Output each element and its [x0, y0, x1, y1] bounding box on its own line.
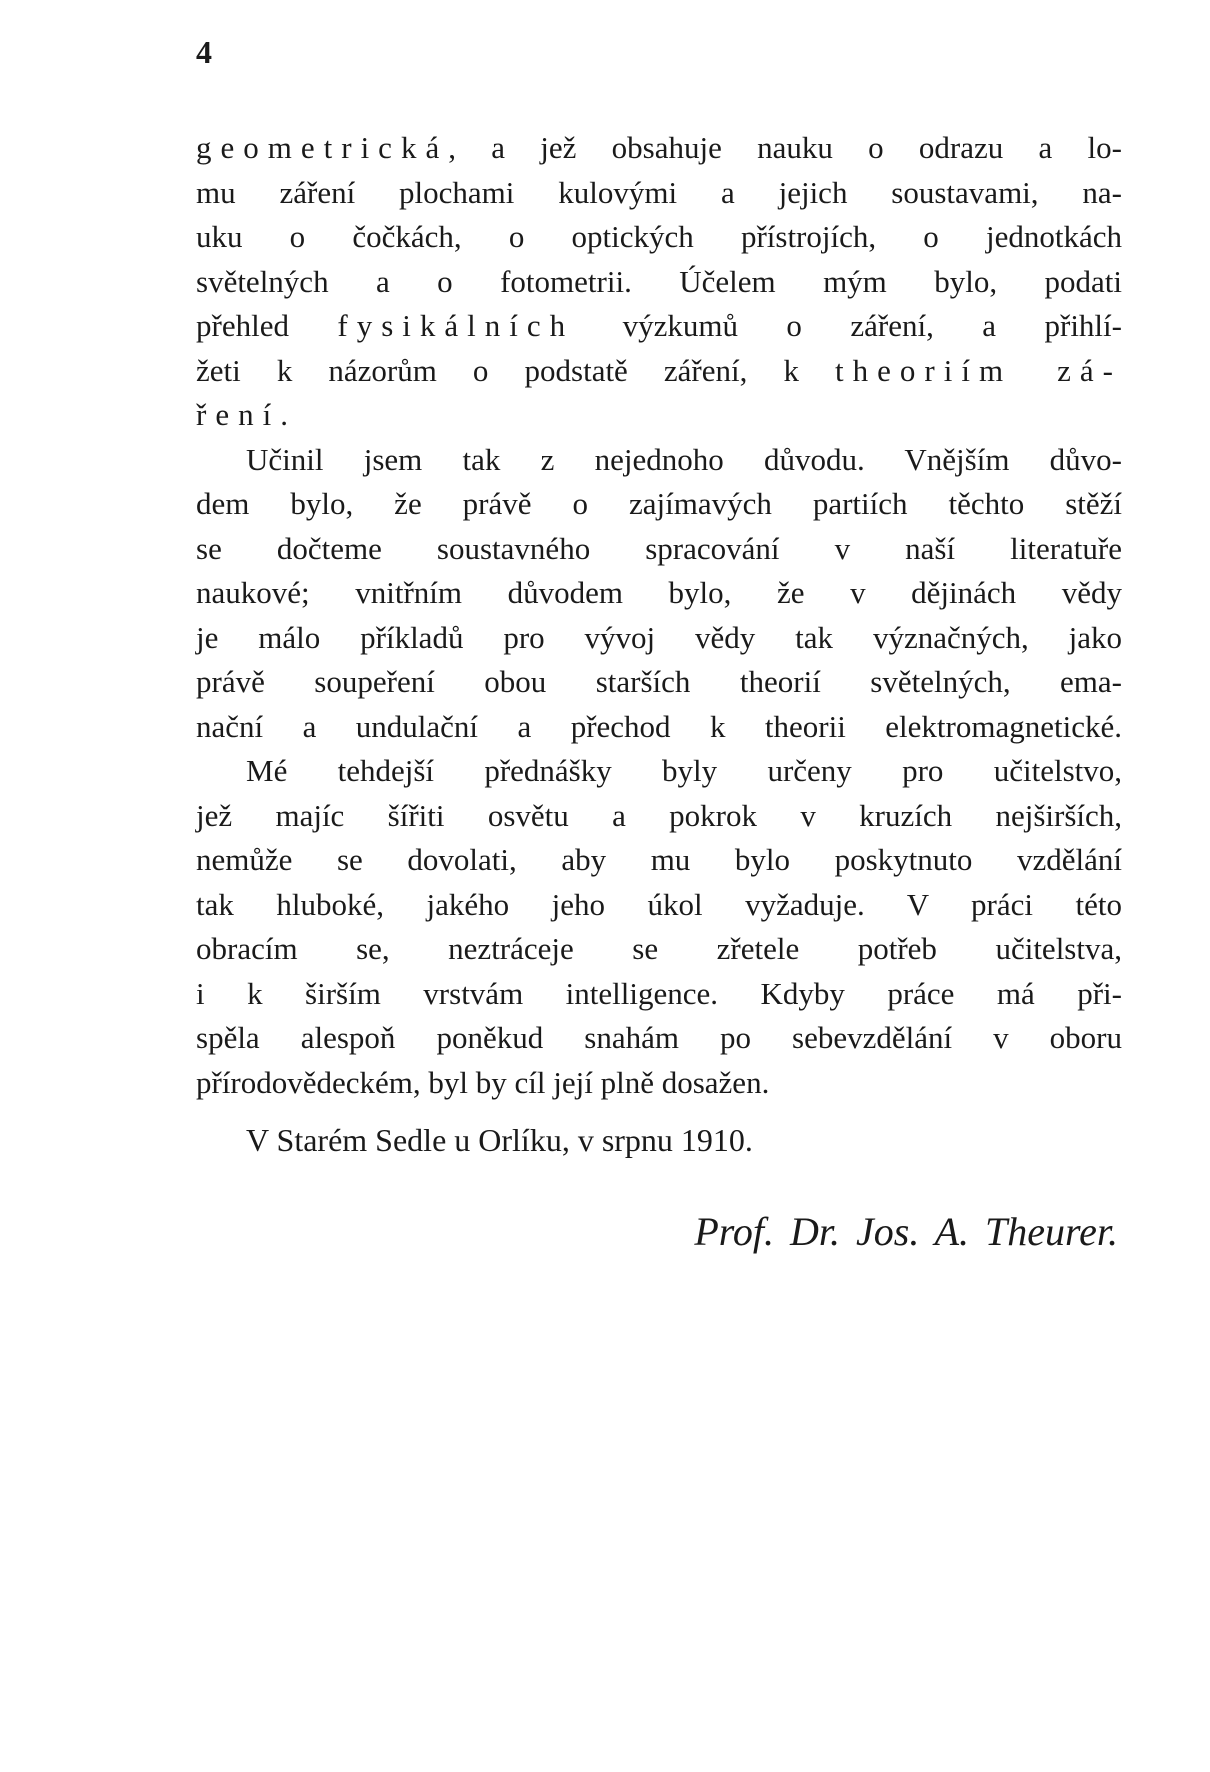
- spaced-term: geometrická: [196, 130, 449, 165]
- text-line: přírodovědeckém, byl by cíl její plně dosažen.: [196, 1064, 770, 1100]
- text-line: právě soupeření obou starších theorií světelných, ema-: [196, 664, 1122, 699]
- text-line: naukové; vnitřním důvodem bylo, že v dějinách vědy: [196, 575, 1122, 610]
- spaced-term: ření: [196, 397, 281, 432]
- spaced-term: theoriím zá-: [835, 352, 1122, 388]
- text-line: [196, 304, 1122, 349]
- author-signature: Prof. Dr. Jos. A. Theurer.: [694, 1209, 1118, 1254]
- text-line: i k širším vrstvám intelligence. Kdyby práce má při-: [196, 975, 1122, 1011]
- body-text: [196, 126, 1122, 1105]
- text-line: [196, 393, 1122, 438]
- text-line: mu záření plochami kulovými a jejich soustavami, na-: [196, 174, 1122, 210]
- paragraph-start: Učinil jsem tak z nejednoho důvodu. Vnějším důvo-: [246, 441, 1122, 477]
- spaced-term: fysikálních: [337, 308, 575, 343]
- text-line: nační a undulační a přechod k theorii elektromagnetické.: [196, 708, 1122, 744]
- text-line: [196, 126, 1122, 171]
- text-line: nemůže se dovolati, aby mu bylo poskytnuto vzdělání: [196, 842, 1122, 877]
- line-text: přehled: [196, 308, 338, 343]
- line-text: .: [280, 397, 288, 432]
- text-line: uku o čočkách, o optických přístrojích, o jednotkách: [196, 219, 1122, 254]
- page-number: 4: [196, 34, 212, 70]
- line-text: žeti k názorům o podstatě záření, k: [196, 352, 836, 388]
- text-line: dem bylo, že právě o zajímavých partiích těchto stěží: [196, 486, 1122, 521]
- text-line: je málo příkladů pro vývoj vědy tak význačných, jako: [196, 619, 1122, 655]
- text-line: spěla alespoň poněkud snahám po sebevzdělání v oboru: [196, 1020, 1122, 1055]
- text-line: [196, 349, 1122, 394]
- paragraph-start: Mé tehdejší přednášky byly určeny pro učitelstvo,: [246, 753, 1122, 788]
- text-line: jež majíc šířiti osvětu a pokrok v kruzích nejširších,: [196, 797, 1122, 833]
- place-date: V Starém Sedle u Orlíku, v srpnu 1910.: [246, 1122, 753, 1158]
- text-line: obracím se, neztráceje se zřetele potřeb učitelstva,: [196, 931, 1122, 966]
- line-text: , a jež obsahuje nauku o odrazu a lo-: [448, 130, 1122, 165]
- text-line: světelných a o fotometrii. Účelem mým bylo, podati: [196, 263, 1122, 299]
- text-line: se dočteme soustavného spracování v naší literatuře: [196, 530, 1122, 566]
- line-text: výzkumů o záření, a přihlí-: [574, 308, 1122, 343]
- text-line: tak hluboké, jakého jeho úkol vyžaduje. V práci této: [196, 886, 1122, 922]
